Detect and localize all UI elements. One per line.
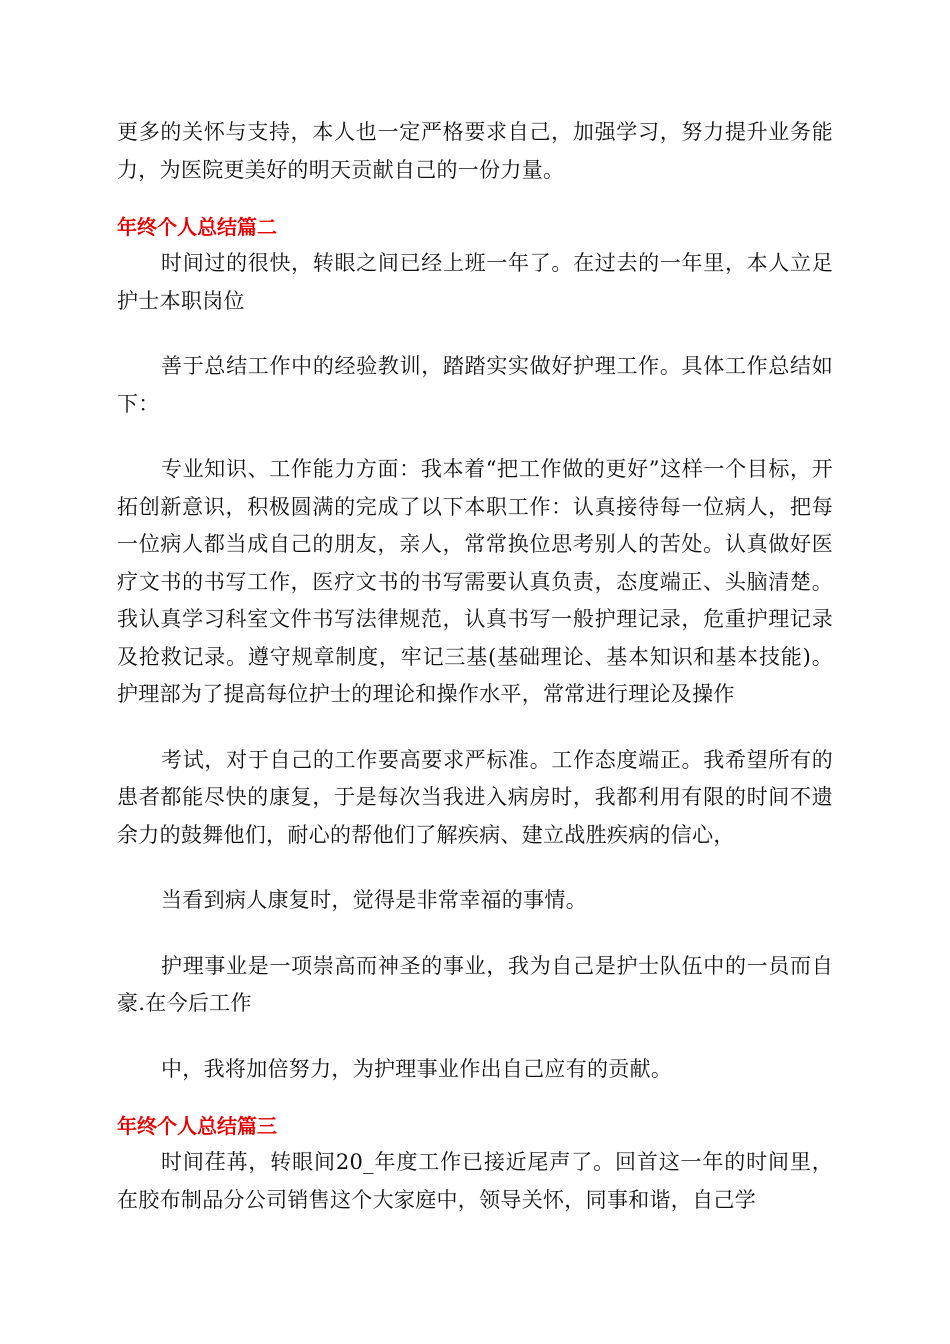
- paragraph: 护理事业是一项崇高而神圣的事业，我为自己是护士队伍中的一员而自豪.在今后工作: [117, 953, 833, 1015]
- paragraph: 当看到病人康复时，觉得是非常幸福的事情。: [161, 888, 587, 912]
- paragraph: 专业知识、工作能力方面：我本着“把工作做的更好”这样一个目标，开拓创新意识，积极圆满的完成了以下本职工作：认真接待每一位病人，把每一位病人都当成自己的朋友，亲人，常常换位思考别人的苦处。认真做好医疗文书的书写工作，医疗文书的书写需要认真负责，态度端正、头脑清楚。我认真学习科室文件书写法律规范，认真书写一般护理记录，危重护理记录及抢救记录。遵守规章制度，牢记三基(基础理论、基本知识和基本技能)。护理部为了提高每位护士的理论和操作水平，常常进行理论及操作: [117, 457, 833, 706]
- paragraph: 时间过的很快，转眼之间已经上班一年了。在过去的一年里，本人立足护士本职岗位: [117, 251, 833, 313]
- document-body: [117, 114, 833, 1219]
- paragraph-continuation: 更多的关怀与支持，本人也一定严格要求自己，加强学习，努力提升业务能力，为医院更美好的明天贡献自己的一份力量。: [117, 120, 833, 182]
- section-heading-2: 年终个人总结篇二: [117, 215, 277, 239]
- paragraph: 时间荏苒，转眼间20_年度工作已接近尾声了。回首这一年的时间里，在胶布制品分公司销售这个大家庭中，领导关怀，同事和谐，自己学: [117, 1150, 833, 1212]
- paragraph: 善于总结工作中的经验教训，踏踏实实做好护理工作。具体工作总结如下：: [117, 354, 833, 416]
- paragraph: 考试，对于自己的工作要高要求严标准。工作态度端正。我希望所有的患者都能尽快的康复，于是每次当我进入病房时，我都利用有限的时间不遗余力的鼓舞他们，耐心的帮他们了解疾病、建立战胜疾病的信心，: [117, 747, 833, 847]
- paragraph: 中，我将加倍努力，为护理事业作出自己应有的贡献。: [161, 1056, 673, 1081]
- section-heading-3: 年终个人总结篇三: [117, 1114, 277, 1138]
